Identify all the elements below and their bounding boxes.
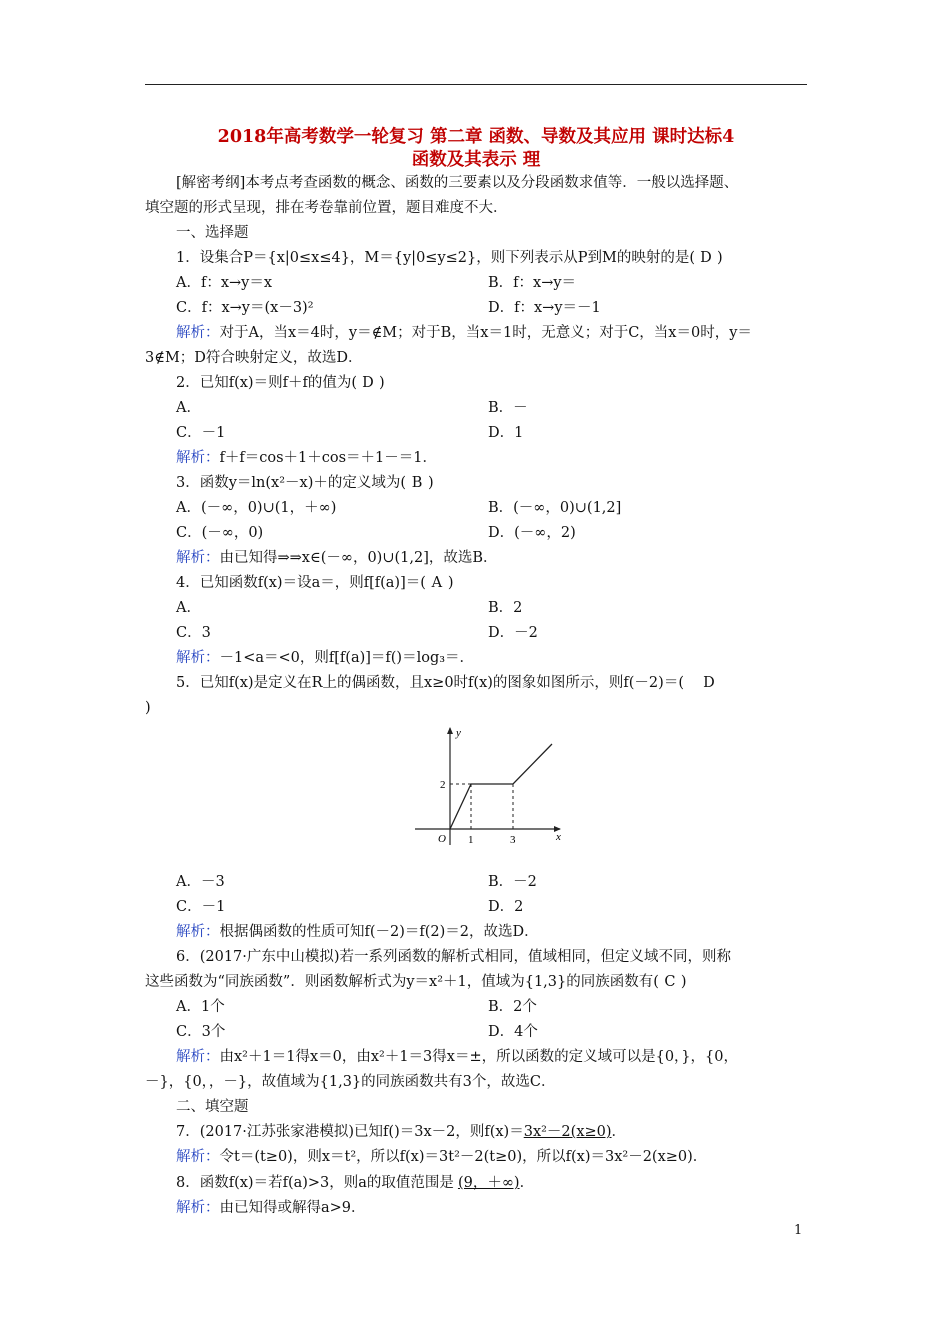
q4-solution-text1: －1<a＝<0，则f[f(a)]＝f()＝log₃＝． [219,650,475,666]
y-tick-2: 2 [440,779,446,791]
page-number: 1 [794,1223,803,1238]
q1-solution-line2: 3∉M；D符合映射定义，故选D． [145,350,363,366]
q3-option-a: A．(－∞，0)∪(1，＋∞) [176,500,337,516]
q7-answer: 3x²－2(x≥0) [523,1124,612,1140]
q7-solution-line1 [176,1147,707,1167]
q4-solution-line1 [176,648,474,668]
function-curve [450,744,552,829]
doc-title-line1: 2018年高考数学一轮复习 第二章 函数、导数及其应用 课时达标4 [217,127,735,147]
intro-line1: [解密考纲]本考点考查函数的概念、函数的三要素以及分段函数求值等．一般以选择题、 [176,175,739,191]
q1-option-b: B．f：x→y＝ [488,275,577,291]
q2-option-d: D．1 [488,425,524,441]
q4-stem: 4．已知函数f(x)＝设a＝，则f[f(a)]＝( [176,575,426,591]
q3-solution-text1: 由已知得⇒⇒x∈(－∞，0)∪(1,2]，故选B． [219,550,498,566]
q4-option-c: C．3 [176,625,211,641]
intro-line2: 填空题的形式呈现，排在考卷靠前位置，题目难度不大． [145,200,508,216]
q5-stem: 5．已知f(x)是定义在R上的偶函数，且x≥0时f(x)的图象如图所示，则f(－2)＝( [176,675,684,691]
q3-stem-line [176,473,434,493]
q1-close-paren: ) [717,250,723,266]
q6-solution-label: 解析： [176,1049,220,1065]
x-tick-3: 3 [510,834,516,846]
q2-option-a: A． [176,400,201,416]
q5-option-a: A．－3 [176,874,225,890]
q7-end: ． [611,1124,627,1140]
x-axis-label: x [556,831,561,843]
q7-solution-text1: 令t＝(t≥0)，则x＝t²，所以f(x)＝3t²－2(t≥0)，所以f(x)＝3x²－2(x≥0)． [219,1149,708,1165]
q3-option-c: C．(－∞，0) [176,525,264,541]
q5-answer: D [703,675,715,691]
q8-solution-label: 解析： [176,1200,220,1216]
q8-solution-text1: 由已知得或解得a>9． [219,1200,366,1216]
header-rule [145,84,807,85]
q4-solution-label: 解析： [176,650,220,666]
q2-solution-text1: f＋f＝cos＋1＋cos＝＋1－＝1． [219,450,437,466]
q5-option-b: B．－2 [488,874,537,890]
q1-option-d: D．f：x→y＝－1 [488,300,601,316]
q4-option-b: B．2 [488,600,523,616]
section-choice-heading: 一、选择题 [176,225,249,241]
q3-option-d: D．(－∞，2) [488,525,576,541]
q1-solution-text1: 对于A，当x＝4时，y＝∉M；对于B，当x＝1时，无意义；对于C，当x＝0时，y＝ [219,325,752,341]
q4-option-d: D．－2 [488,625,538,641]
q5-option-c: C．－1 [176,899,226,915]
q3-solution-line1 [176,548,498,568]
q6-stem: 这些函数为“同族函数”．则函数解析式为y＝x²＋1，值域为{1,3}的同族函数有( [145,974,659,990]
q6-solution-text1: 由x²＋1＝1得x＝0，由x²＋1＝3得x＝±，所以函数的定义域可以是{0，}，{0， [219,1049,738,1065]
q6-option-a: A．1个 [176,999,225,1015]
q5-stem-line [176,673,720,693]
q4-option-a: A． [176,600,201,616]
q5-close-paren: ) [145,700,151,716]
section-fill-heading: 二、填空题 [176,1099,249,1115]
q6-option-c: C．3个 [176,1024,226,1040]
q5-solution-text1: 根据偶函数的性质可知f(－2)＝f(2)＝2，故选D． [219,924,539,940]
q3-option-b: B．(－∞，0)∪(1,2] [488,500,622,516]
q8-stem: 8．函数f(x)＝若f(a)>3，则a的取值范围是 [176,1175,454,1191]
q1-option-a: A．f：x→y＝x [176,275,273,291]
q5-solution-label: 解析： [176,924,220,940]
q7-solution-label: 解析： [176,1149,220,1165]
q1-answer: D [700,250,712,266]
q1-stem: 1．设集合P＝{x|0≤x≤4}，M＝{y|0≤y≤2}，则下列表示从P到M的映射的是( [176,250,695,266]
q6-close-paren: ) [680,974,687,990]
q6-answer: C [664,974,676,990]
q3-stem: 3．函数y＝ln(x²－x)＋的定义域为( [176,475,407,491]
q1-solution-line1 [176,323,752,343]
q8-end: ． [519,1175,535,1191]
q6-solution-line2: －}，{0，，－}，故值域为{1,3}的同族函数共有3个，故选C． [145,1074,556,1090]
q6-stem-line1: 6．(2017·广东中山模拟)若一系列函数的解析式相同，值域相同，但定义域不同，则称 [176,949,732,965]
q6-option-b: B．2个 [488,999,537,1015]
x-tick-1: 1 [468,834,474,846]
q5-option-d: D．2 [488,899,524,915]
q1-solution-label: 解析： [176,325,220,341]
q7-stem: 7．(2017·江苏张家港模拟)已知f()＝3x－2，则f(x)＝ [176,1124,524,1140]
q1-option-c: C．f：x→y＝(x－3)² [176,300,314,316]
q8-stem-line [176,1173,534,1193]
q6-option-d: D．4个 [488,1024,538,1040]
q2-stem-line [176,373,385,393]
q2-close-paren: ) [378,375,385,391]
q4-close-paren: ) [447,575,454,591]
q4-answer: A [431,575,443,591]
q8-answer: (9，＋∞) [457,1175,520,1191]
q4-stem-line [176,573,454,593]
q2-solution-label: 解析： [176,450,220,466]
q2-answer: D [362,375,374,391]
q7-stem-line [176,1122,626,1142]
q8-solution-line1 [176,1198,366,1218]
q2-option-c: C．－1 [176,425,226,441]
q3-solution-label: 解析： [176,550,220,566]
q2-stem: 2．已知f(x)＝则f＋f的值为( [176,375,357,391]
q2-option-b: B．－ [488,400,528,416]
q6-stem-line2 [145,972,687,992]
q3-answer: B [411,475,423,491]
origin-label: O [438,833,446,845]
q3-close-paren: ) [428,475,434,491]
doc-title-line2: 函数及其表示 理 [411,150,541,170]
q5-function-graph [410,722,570,847]
q2-solution-line1 [176,448,437,468]
y-axis-label: y [456,727,461,739]
q1-stem-line [176,248,723,268]
q6-solution-line1 [176,1047,738,1067]
q5-solution-line1 [176,922,539,942]
